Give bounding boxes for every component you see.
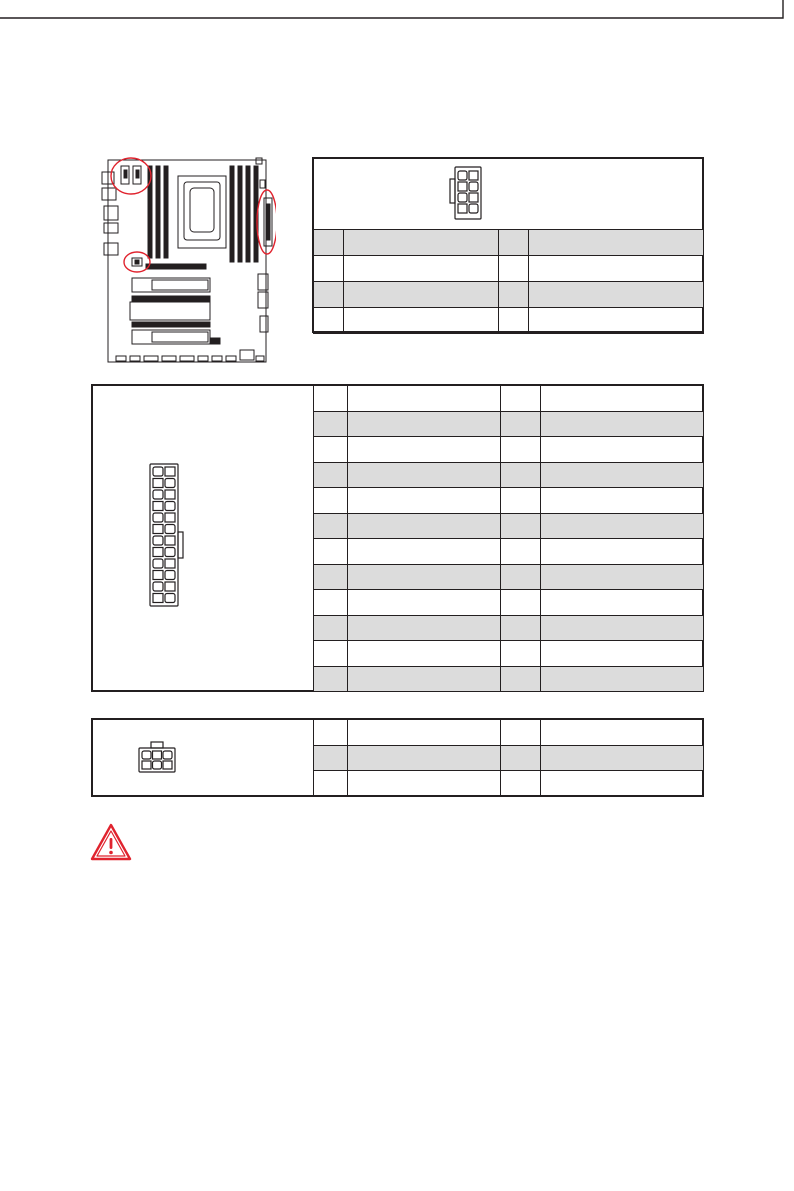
- pin-number: [314, 308, 344, 334]
- table-row: [314, 256, 704, 282]
- table-row: [314, 590, 704, 616]
- signal-name: [541, 411, 704, 437]
- pin-number: [314, 615, 348, 641]
- signal-name: [541, 666, 704, 692]
- pin-number: [499, 282, 529, 308]
- table-row: [314, 437, 704, 463]
- pin-number: [314, 539, 348, 565]
- signal-name: [348, 745, 501, 771]
- pin-number: [314, 641, 348, 667]
- signal-name: [344, 282, 499, 308]
- connector-8pin-table: [313, 229, 704, 334]
- signal-name: [348, 488, 501, 514]
- pin-number: [501, 641, 541, 667]
- signal-name: [541, 771, 704, 797]
- signal-name: [541, 745, 704, 771]
- pin-number: [499, 308, 529, 334]
- table-row: [314, 513, 704, 539]
- table-row: [314, 488, 704, 514]
- 6-pin-connector-icon: [137, 740, 177, 774]
- pin-number: [314, 282, 344, 308]
- pin-number: [501, 590, 541, 616]
- signal-name: [529, 282, 704, 308]
- pin-number: [314, 745, 348, 771]
- pin-number: [314, 488, 348, 514]
- signal-name: [348, 615, 501, 641]
- signal-name: [541, 720, 704, 746]
- pin-number: [314, 564, 348, 590]
- table-row: [314, 666, 704, 692]
- signal-name: [348, 386, 501, 412]
- pin-number: [314, 590, 348, 616]
- signal-name: [541, 488, 704, 514]
- pin-number: [314, 771, 348, 797]
- 24-pin-connector-icon: [148, 462, 188, 608]
- signal-name: [529, 256, 704, 282]
- table-row: [314, 745, 704, 771]
- signal-name: [541, 615, 704, 641]
- pin-number: [501, 564, 541, 590]
- table-row: [314, 230, 704, 256]
- pin-number: [501, 615, 541, 641]
- signal-name: [344, 308, 499, 334]
- signal-name: [541, 539, 704, 565]
- pin-number: [499, 230, 529, 256]
- signal-name: [348, 462, 501, 488]
- signal-name: [541, 564, 704, 590]
- table-row: [314, 539, 704, 565]
- pin-number: [501, 771, 541, 797]
- warning-icon: [89, 822, 133, 862]
- table-row: [314, 720, 704, 746]
- signal-name: [348, 771, 501, 797]
- signal-name: [541, 641, 704, 667]
- connector-6pin-table: [313, 719, 704, 797]
- table-row: [314, 411, 704, 437]
- pin-number: [314, 386, 348, 412]
- signal-name: [348, 666, 501, 692]
- signal-name: [348, 539, 501, 565]
- signal-name: [541, 462, 704, 488]
- signal-name: [529, 230, 704, 256]
- pin-number: [499, 256, 529, 282]
- table-row: [314, 462, 704, 488]
- pin-number: [501, 666, 541, 692]
- table-row: [314, 308, 704, 334]
- motherboard-layout-icon: [100, 150, 276, 370]
- table-row: [314, 386, 704, 412]
- signal-name: [529, 308, 704, 334]
- connector-24pin-table: [313, 385, 704, 692]
- signal-name: [348, 437, 501, 463]
- signal-name: [348, 513, 501, 539]
- signal-name: [348, 590, 501, 616]
- table-row: [314, 771, 704, 797]
- signal-name: [541, 590, 704, 616]
- pin-number: [501, 539, 541, 565]
- signal-name: [541, 386, 704, 412]
- signal-name: [541, 437, 704, 463]
- table-row: [314, 615, 704, 641]
- pin-number: [314, 513, 348, 539]
- table-row: [314, 564, 704, 590]
- pin-number: [314, 411, 348, 437]
- pin-number: [501, 720, 541, 746]
- signal-name: [348, 564, 501, 590]
- pin-number: [314, 462, 348, 488]
- signal-name: [541, 513, 704, 539]
- pin-number: [314, 437, 348, 463]
- pin-number: [314, 256, 344, 282]
- pin-number: [501, 386, 541, 412]
- pin-number: [501, 745, 541, 771]
- table-row: [314, 282, 704, 308]
- signal-name: [348, 411, 501, 437]
- signal-name: [348, 641, 501, 667]
- pin-number: [501, 437, 541, 463]
- pin-number: [501, 462, 541, 488]
- pin-number: [501, 488, 541, 514]
- signal-name: [348, 720, 501, 746]
- pin-number: [314, 720, 348, 746]
- 8-pin-connector-icon: [448, 165, 484, 221]
- pin-number: [501, 513, 541, 539]
- table-row: [314, 641, 704, 667]
- signal-name: [344, 256, 499, 282]
- signal-name: [344, 230, 499, 256]
- pin-number: [314, 666, 348, 692]
- pin-number: [501, 411, 541, 437]
- page-header-rule: [0, 0, 794, 32]
- pin-number: [314, 230, 344, 256]
